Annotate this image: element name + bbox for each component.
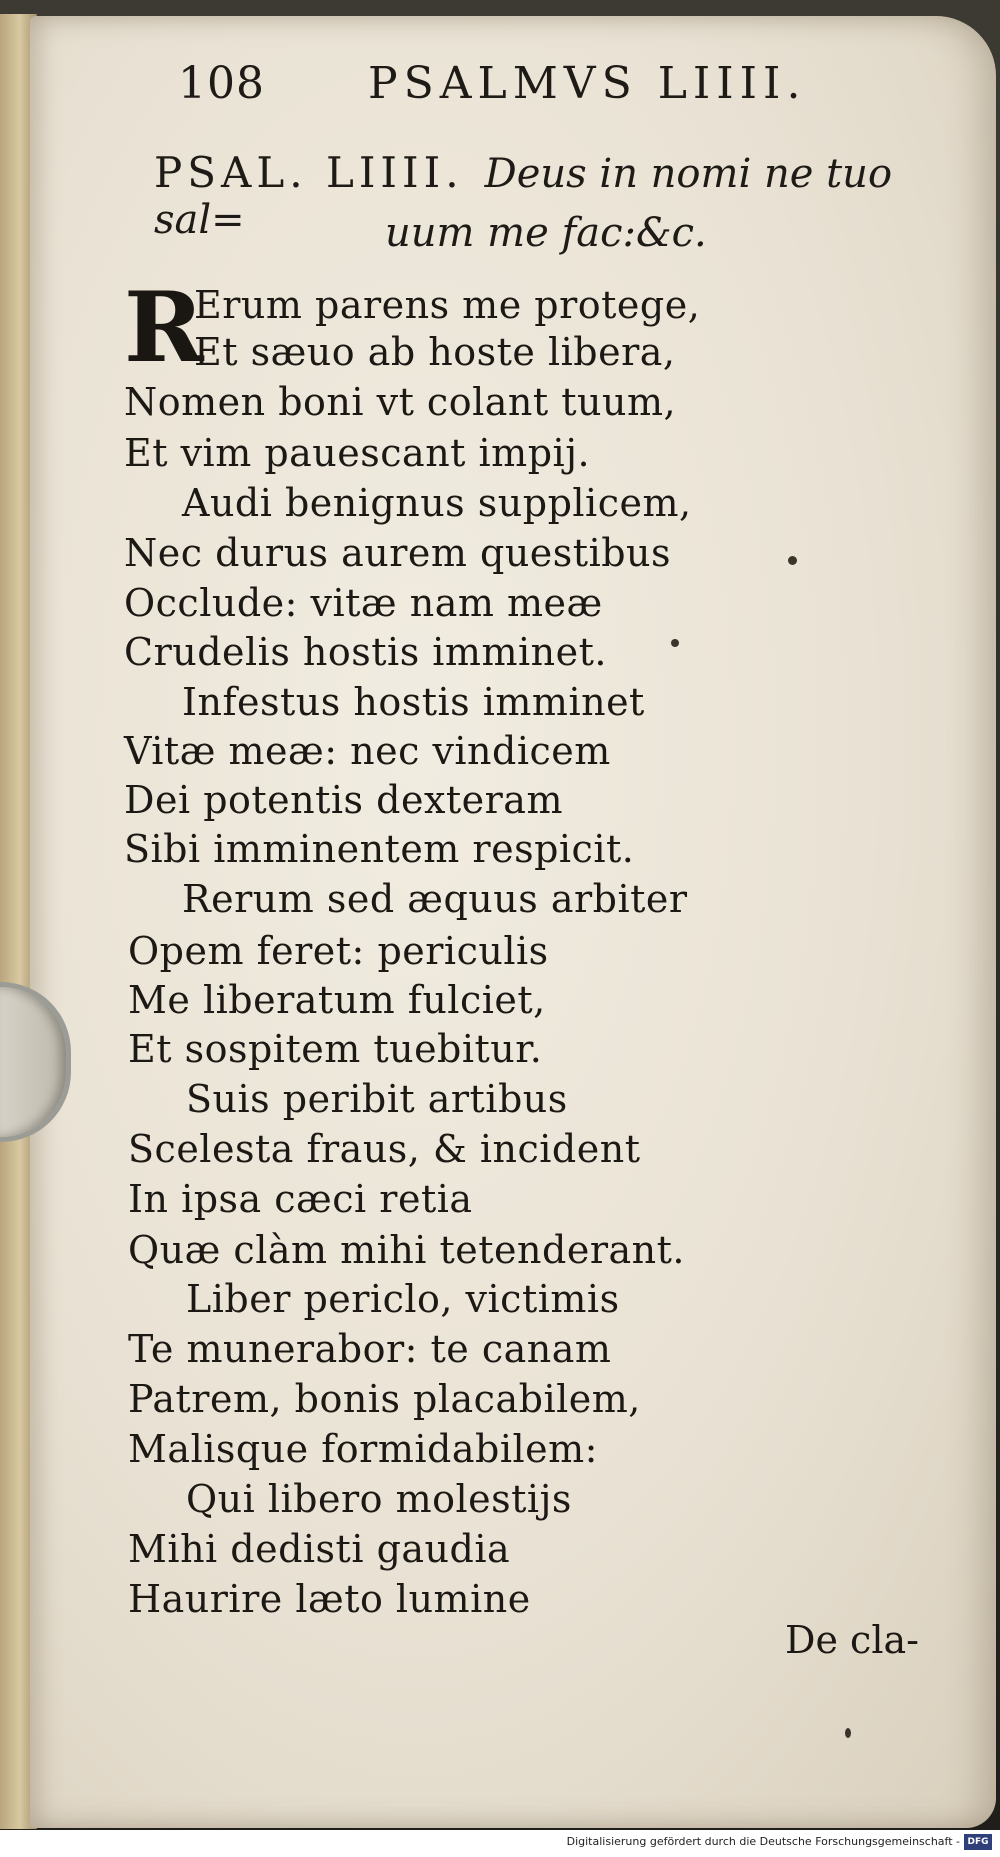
verse-line: Infestus hostis imminet (182, 680, 645, 724)
ink-speck (845, 1728, 851, 1738)
ink-speck (671, 639, 679, 647)
psalm-incipit: Deus in nomi ne tuo sal= (154, 151, 893, 243)
verse-line: Nomen boni vt colant tuum, (124, 380, 677, 424)
verse-line: Liber periclo, victimis (186, 1277, 620, 1321)
psalm-label: PSAL. LIIII. (154, 148, 464, 197)
verse-line: Scelesta fraus, & incident (128, 1127, 641, 1171)
verse-line: Te munerabor: te canam (128, 1327, 612, 1371)
verse-line: Qui libero molestijs (186, 1477, 572, 1521)
verse-line: Dei potentis dexteram (124, 778, 563, 822)
drop-capital: R (124, 271, 204, 384)
dfg-logo: DFG (964, 1834, 992, 1850)
verse-line: Me liberatum fulciet, (128, 978, 546, 1022)
verse-line: Et sospitem tuebitur. (128, 1027, 543, 1071)
verse-line: Nec durus aurem questibus (124, 531, 672, 575)
page-number: 108 (178, 58, 265, 109)
running-title: PSALMVS LIIII. (368, 58, 807, 109)
digitization-credit: Digitalisierung gefördert durch die Deutsche Forschungsgemeinschaft - (566, 1835, 960, 1848)
running-head (0, 58, 1000, 118)
verse-line: Sibi imminentem respicit. (124, 827, 635, 871)
verse-line: Et sæuo ab hoste libera, (194, 330, 676, 374)
verse-line: Vitæ meæ: nec vindicem (124, 729, 611, 773)
verse-line: In ipsa cæci retia (128, 1177, 473, 1221)
verse-line: Haurire læto lumine (128, 1577, 531, 1621)
verse-line: Crudelis hostis imminet. (124, 630, 607, 674)
verse-line: Et vim pauescant impij. (124, 431, 591, 475)
verse-line: Patrem, bonis placabilem, (128, 1377, 641, 1421)
verse-line: Opem feret: periculis (128, 929, 549, 973)
catchword: De cla- (785, 1618, 919, 1662)
verse-line: Malisque formidabilem: (128, 1427, 598, 1471)
psalm-incipit-continuation: uum me fac:&c. (385, 210, 707, 256)
verse-line: Audi benignus supplicem, (182, 481, 692, 525)
verse-line: Mihi dedisti gaudia (128, 1527, 511, 1571)
verse-line: Erum parens me protege, (194, 283, 701, 327)
verse-line: Occlude: vitæ nam meæ (124, 581, 603, 625)
verse-line: Quæ clàm mihi tetenderant. (128, 1228, 685, 1272)
ink-speck (788, 556, 797, 565)
verse-line: Rerum sed æquus arbiter (182, 877, 688, 921)
verse-line: Suis peribit artibus (186, 1077, 568, 1121)
